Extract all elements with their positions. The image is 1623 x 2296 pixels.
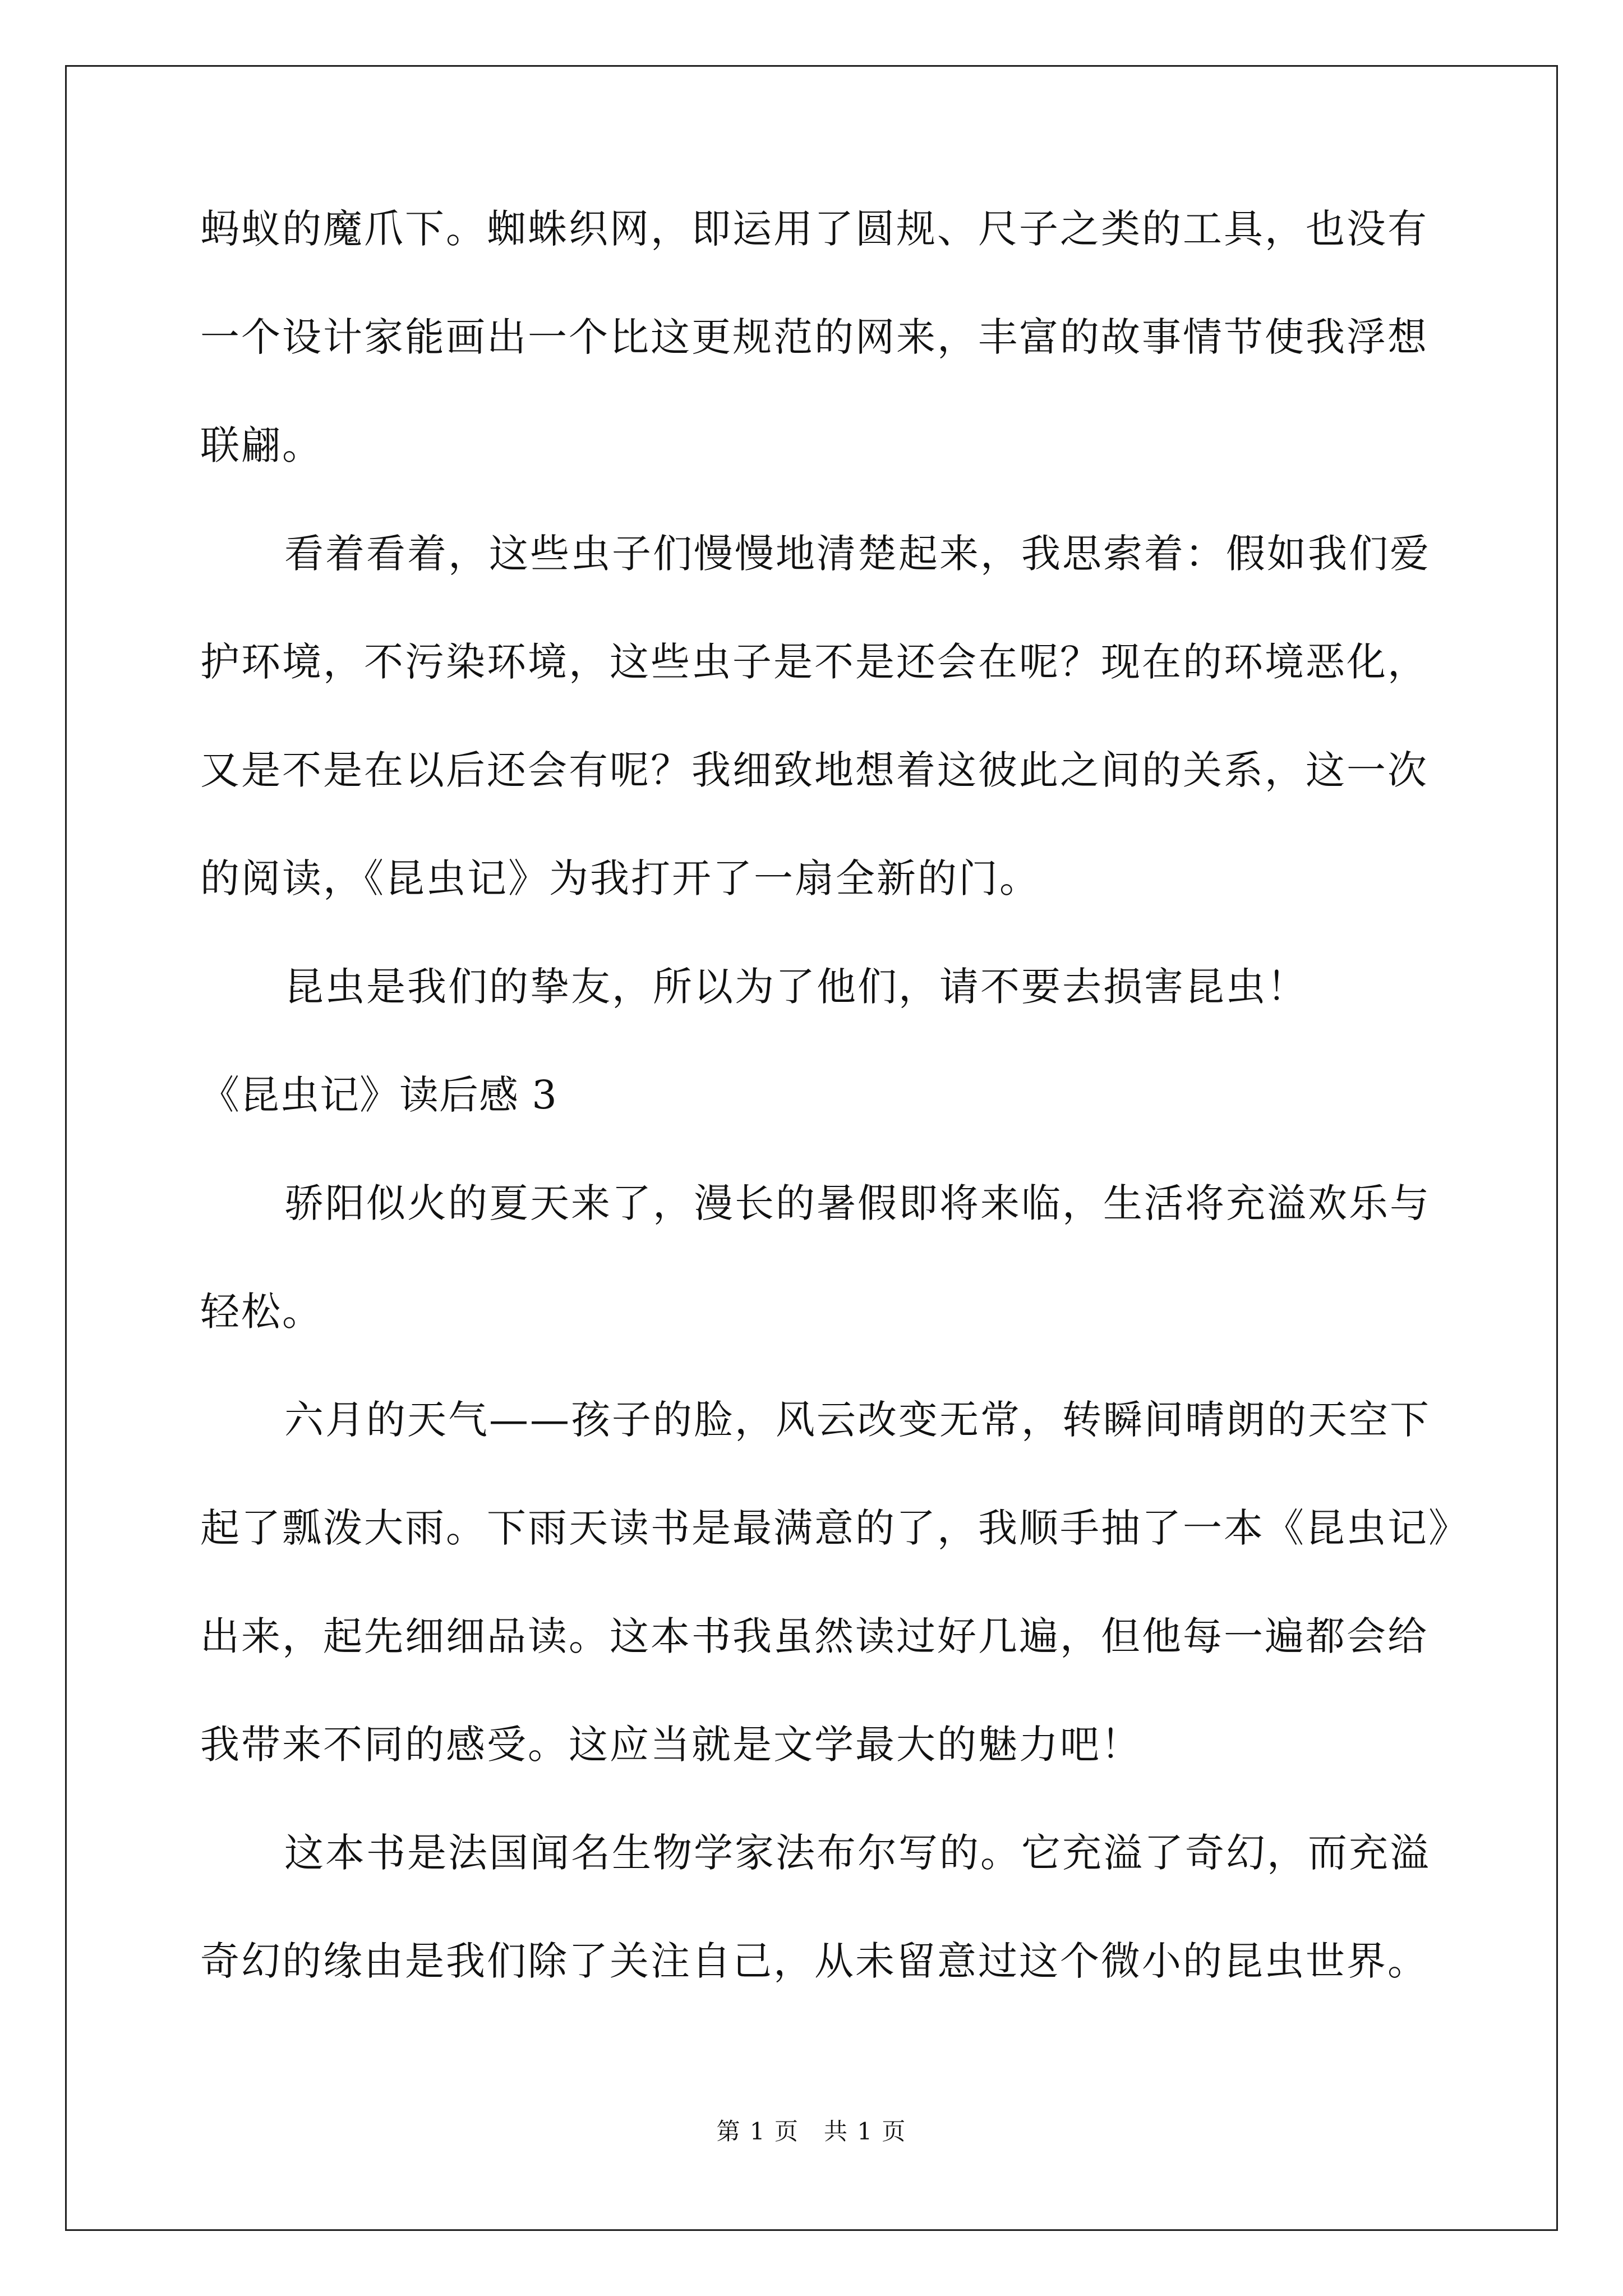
text-line: 奇幻的缘由是我们除了关注自己，从未留意过这个微小的昆虫世界。 (200, 1938, 1428, 1984)
section-heading: 《昆虫记》读后感 3 (200, 1072, 557, 1118)
text-line: 蚂蚁的魔爪下。蜘蛛织网，即运用了圆规、尺子之类的工具，也没有 (200, 206, 1428, 252)
text-line: 护环境，不污染环境，这些虫子是不是还会在呢？现在的环境恶化， (200, 639, 1428, 685)
text-line: 轻松。 (200, 1289, 323, 1335)
paragraph-start-line: 骄阳似火的夏天来了，漫长的暑假即将来临，生活将充溢欢乐与 (284, 1180, 1431, 1226)
paragraph-start-line: 六月的天气——孩子的脸，风云改变无常，转瞬间晴朗的天空下 (284, 1397, 1431, 1443)
paragraph-start-line: 看着看着，这些虫子们慢慢地清楚起来，我思索着：假如我们爱 (284, 531, 1431, 577)
document-body (200, 202, 1469, 2042)
text-line: 一个设计家能画出一个比这更规范的网来，丰富的故事情节使我浮想 (200, 314, 1428, 360)
paragraph-start-line: 这本书是法国闻名生物学家法布尔写的。它充溢了奇幻，而充溢 (284, 1830, 1431, 1876)
text-line: 起了瓢泼大雨。下雨天读书是最满意的了，我顺手抽了一本《昆虫记》 (200, 1505, 1469, 1551)
text-line: 我带来不同的感受。这应当就是文学最大的魅力吧！ (200, 1722, 1142, 1768)
text-line: 的阅读，《昆虫记》为我打开了一扇全新的门。 (200, 855, 1040, 901)
page-footer: 第 1 页 共 1 页 (716, 2118, 907, 2145)
text-line: 联翩。 (200, 422, 323, 468)
text-line: 又是不是在以后还会有呢？我细致地想着这彼此之间的关系，这一次 (200, 747, 1428, 793)
paragraph-start-line: 昆虫是我们的挚友，所以为了他们，请不要去损害昆虫！ (284, 964, 1308, 1010)
text-line: 出来，起先细细品读。这本书我虽然读过好几遍，但他每一遍都会给 (200, 1613, 1428, 1659)
